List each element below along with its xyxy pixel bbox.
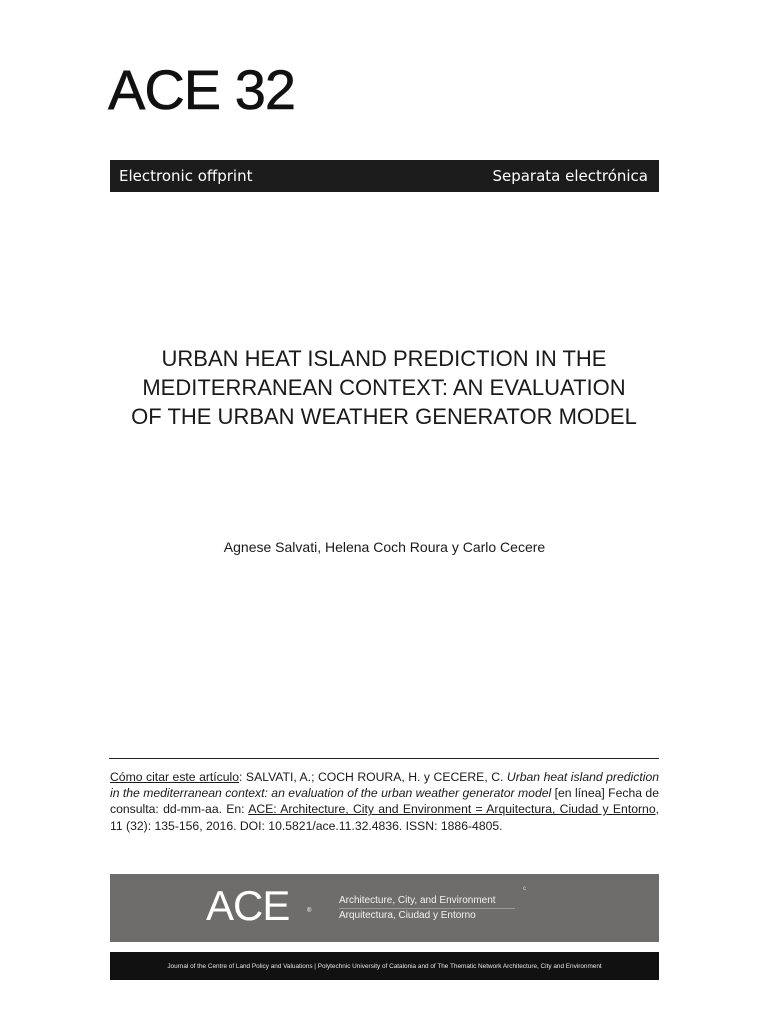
journal-footer [110, 952, 659, 980]
article-authors: Agnese Salvati, Helena Coch Roura y Carlo Cecere [223, 539, 546, 555]
copyright-mark: c [523, 886, 526, 892]
article-title-line: MEDITERRANEAN CONTEXT: AN EVALUATION [142, 375, 626, 400]
offprint-label-en: Electronic offprint [119, 167, 253, 185]
citation-access: [en línea] Fecha de consulta: dd-mm-aa. En: [110, 786, 659, 817]
article-title-line: OF THE URBAN WEATHER GENERATOR MODEL [131, 404, 637, 429]
citation-authors: : SALVATI, A.; COCH ROURA, H. y CECERE, C. [239, 770, 507, 784]
offprint-label-es: Separata electrónica [492, 167, 648, 185]
article-title [90, 344, 678, 431]
journal-title: ACE 32 [108, 58, 295, 121]
registered-mark: ® [307, 908, 312, 914]
ace-banner [110, 874, 659, 942]
banner-subtitle-en: Architecture, City, and Environment [339, 895, 496, 906]
citation-article-title: Urban heat island prediction in the mediterranean context: an evaluation of the urban weather generator model [110, 770, 659, 801]
banner-subtitle-es: Arquitectura, Ciudad y Entorno [339, 910, 476, 921]
journal-footer-text: Journal of the Centre of Land Policy and Valuations | Polytechnic University of Catalonia and of The Thematic Network Architecture, City and Environment [167, 962, 602, 970]
citation-label: Cómo citar este artículo [110, 770, 240, 784]
citation-details: , 11 (32): 135-156, 2016. DOI: 10.5821/ace.11.32.4836. ISSN: 1886-4805. [110, 802, 660, 833]
ace-logo: ACE [206, 882, 290, 929]
article-title-line: URBAN HEAT ISLAND PREDICTION IN THE [161, 346, 607, 371]
offprint-bar [110, 160, 659, 192]
citation-journal-link[interactable]: ACE: Architecture, City and Environment = Arquitectura, Ciudad y Entorno [248, 802, 656, 817]
citation-divider [109, 758, 659, 759]
banner-subtitle-divider [339, 908, 515, 909]
citation-block [110, 769, 659, 834]
